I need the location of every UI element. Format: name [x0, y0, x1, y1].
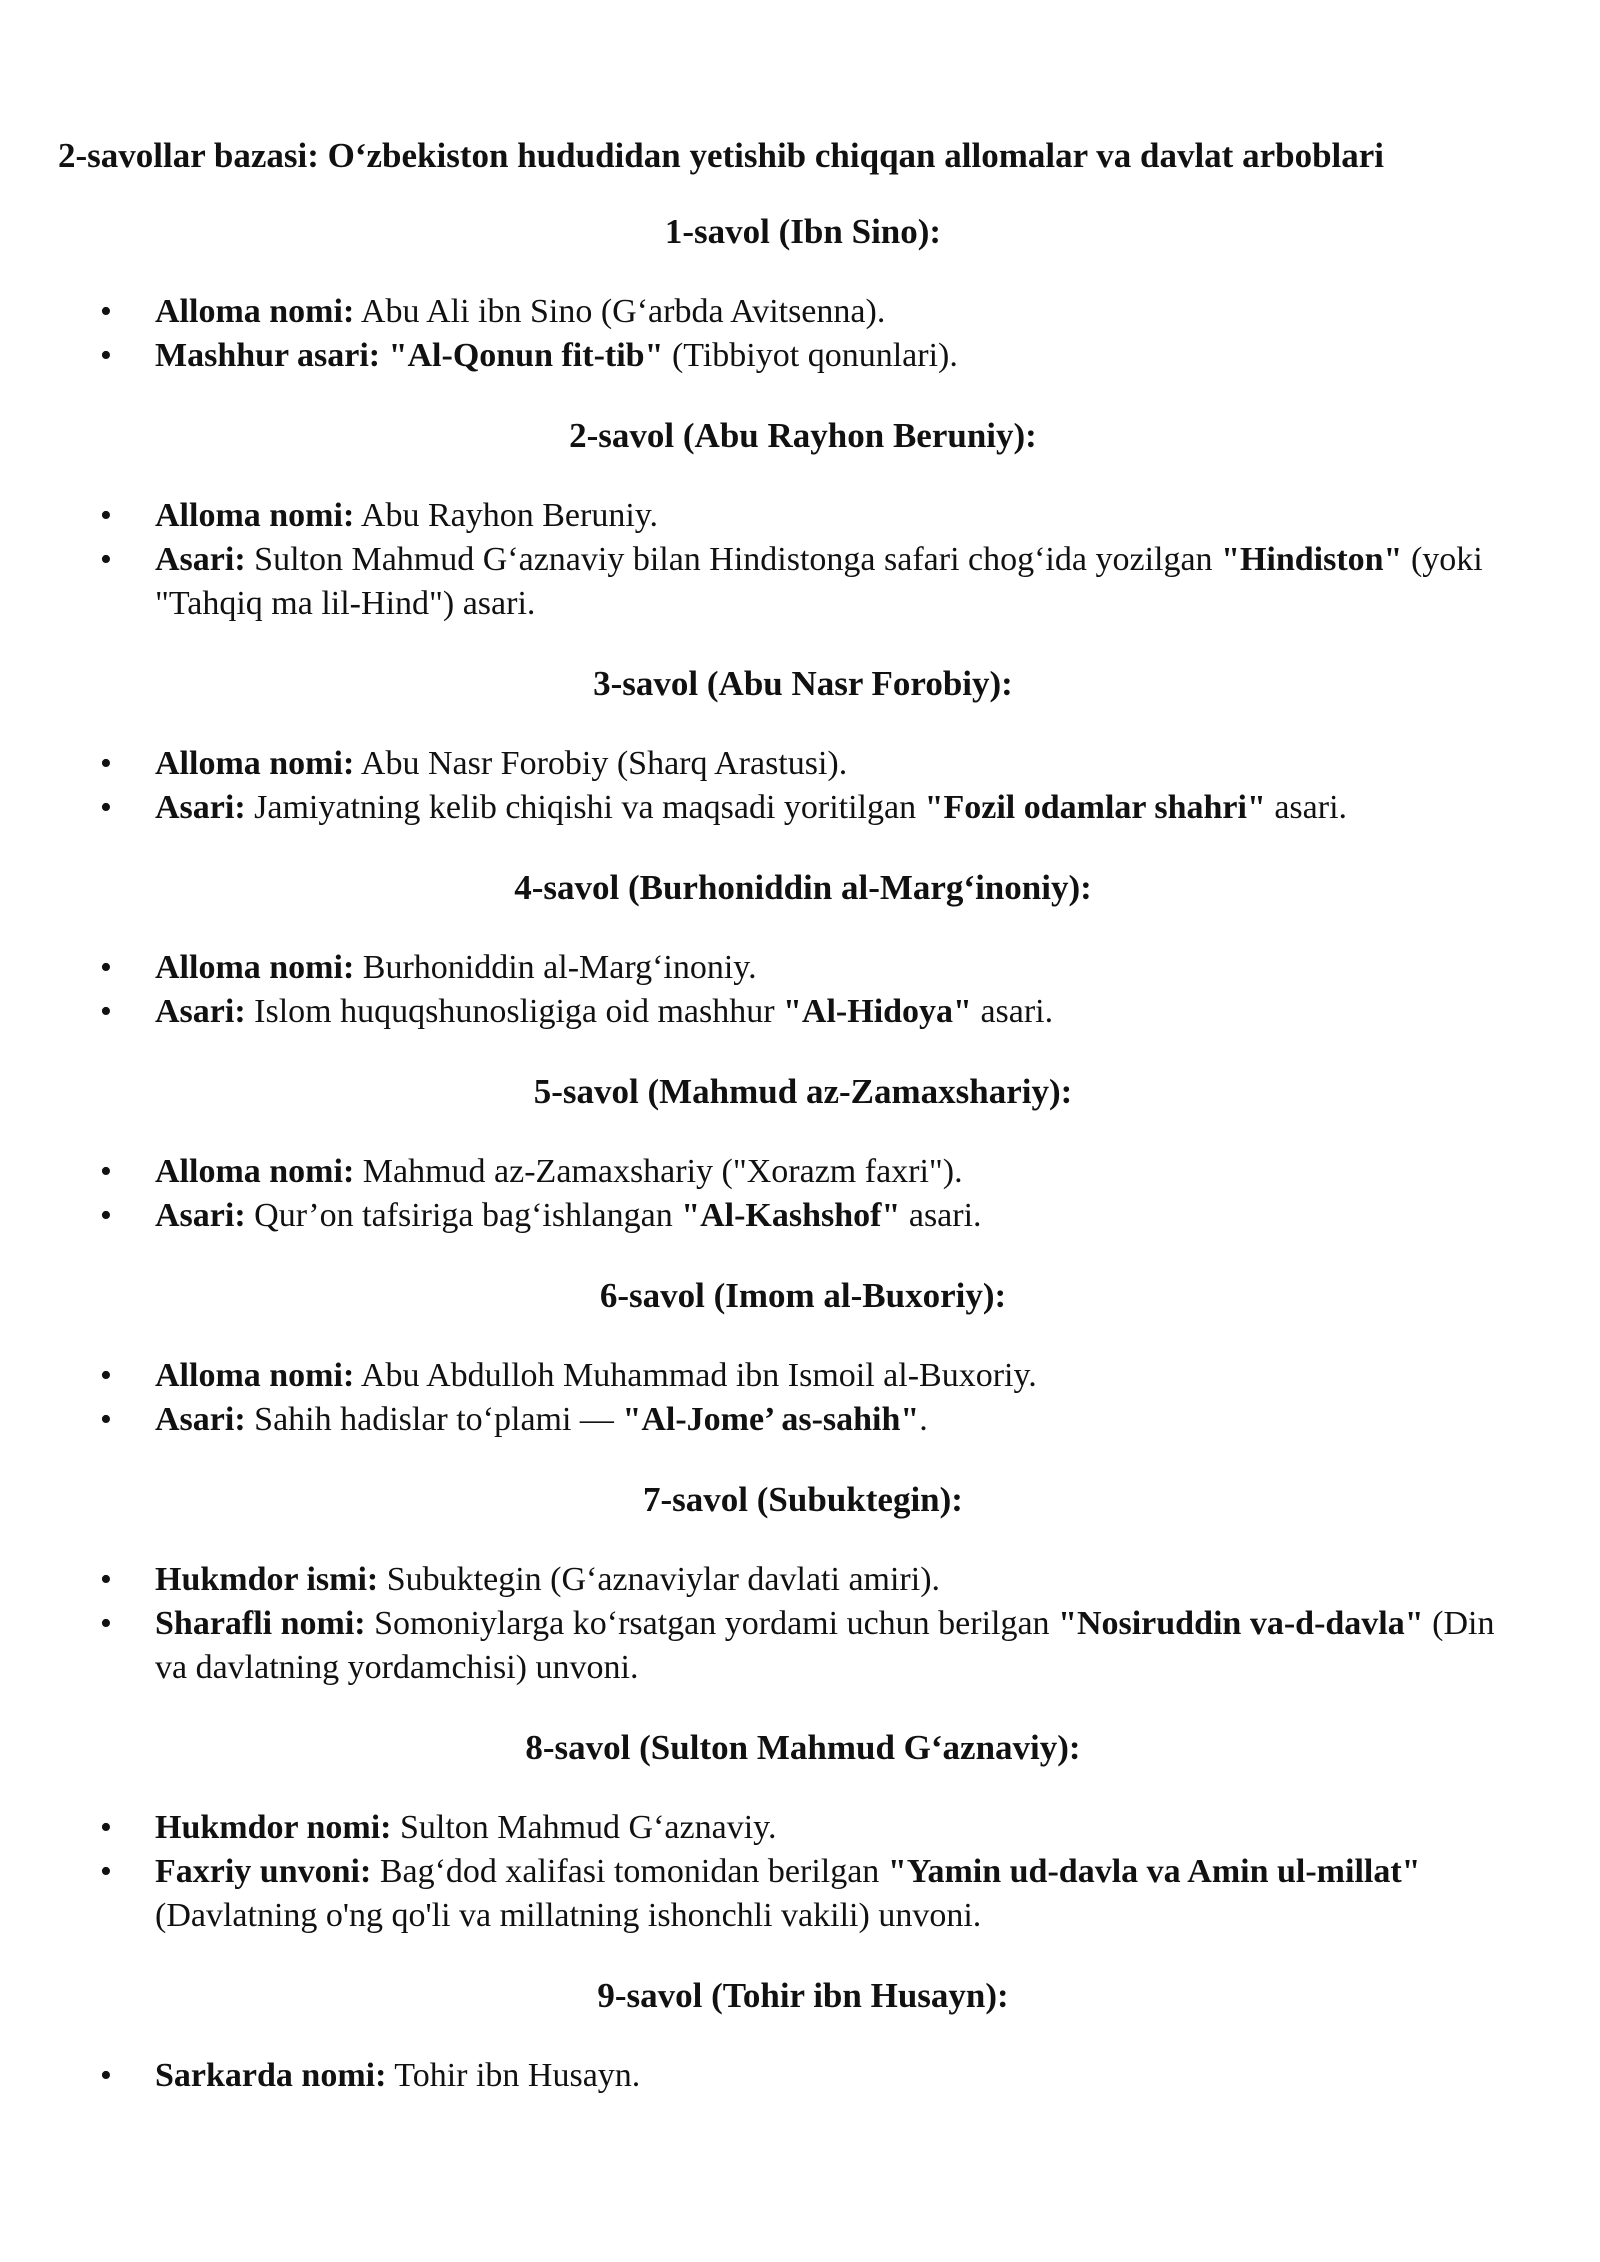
- question-heading: 5-savol (Mahmud az-Zamaxshariy):: [533, 1072, 1073, 1111]
- bullet-list: [58, 2054, 1548, 2098]
- sections-container: [58, 208, 1548, 2098]
- bullet-icon: •: [100, 337, 112, 374]
- list-item: [58, 1398, 1548, 1442]
- bold-text: Sharafli nomi:: [155, 1605, 366, 1642]
- bold-text: Asari:: [155, 993, 246, 1030]
- bold-text: "Nosiruddin va-d-davla": [1058, 1605, 1424, 1642]
- body-text: Subuktegin (G‘aznaviylar davlati amiri).: [378, 1561, 941, 1598]
- body-text: Islom huquqshunosligiga oid mashhur: [245, 993, 784, 1030]
- list-item: [58, 290, 1548, 334]
- bullet-icon: •: [100, 1561, 112, 1598]
- bold-text: Hukmdor ismi:: [155, 1561, 379, 1598]
- body-text: Abu Ali ibn Sino (G‘arbda Avitsenna).: [354, 293, 886, 330]
- body-text: (Tibbiyot qonunlari).: [663, 337, 958, 374]
- bullet-icon: •: [100, 1401, 112, 1438]
- question-heading: 9-savol (Tohir ibn Husayn):: [597, 1976, 1009, 2015]
- bold-text: "Al-Jome’ as-sahih": [622, 1401, 920, 1438]
- bold-text: "Fozil odamlar shahri": [924, 789, 1266, 826]
- bullet-list: [58, 1150, 1548, 1238]
- bullet-icon: •: [100, 293, 112, 330]
- question-heading: 1-savol (Ibn Sino):: [664, 212, 942, 251]
- question-section: [58, 1476, 1548, 1690]
- bold-text: Alloma nomi:: [155, 1357, 355, 1394]
- question-heading: 8-savol (Sulton Mahmud G‘aznaviy):: [525, 1728, 1081, 1767]
- question-section: [58, 864, 1548, 1034]
- body-text: Bag‘dod xalifasi tomonidan berilgan: [371, 1853, 888, 1890]
- body-text: (Davlatning o'ng qo'li va millatning ishonchli vakili) unvoni.: [155, 1897, 982, 1934]
- body-text: Sulton Mahmud G‘aznaviy.: [391, 1809, 777, 1846]
- question-section: [58, 1972, 1548, 2098]
- body-text: Tohir ibn Husayn.: [386, 2057, 641, 2094]
- list-item: [58, 1194, 1548, 1238]
- bullet-list: [58, 1558, 1548, 1690]
- body-text: Abu Nasr Forobiy (Sharq Arastusi).: [354, 745, 848, 782]
- bullet-icon: •: [100, 2057, 112, 2094]
- question-section: [58, 1068, 1548, 1238]
- document-page: [58, 132, 1548, 2132]
- list-item: [58, 990, 1548, 1034]
- list-item: [58, 1150, 1548, 1194]
- list-item: [58, 1602, 1548, 1690]
- list-item: [58, 1806, 1548, 1850]
- question-section: [58, 660, 1548, 830]
- question-heading: 2-savol (Abu Rayhon Beruniy):: [569, 416, 1037, 455]
- bullet-list: [58, 494, 1548, 626]
- bullet-icon: •: [100, 1605, 112, 1642]
- body-text: Mahmud az-Zamaxshariy ("Xorazm faxri").: [354, 1153, 963, 1190]
- bold-text: Alloma nomi:: [155, 1153, 355, 1190]
- body-text: Sulton Mahmud G‘aznaviy bilan Hindistonga safari chog‘ida yozilgan: [245, 541, 1222, 578]
- bold-text: Asari:: [155, 1401, 246, 1438]
- document-title: 2-savollar bazasi: O‘zbekiston hududidan yetishib chiqqan allomalar va davlat arboblari: [58, 136, 1385, 175]
- bullet-icon: •: [100, 949, 112, 986]
- bullet-icon: •: [100, 789, 112, 826]
- bullet-icon: •: [100, 745, 112, 782]
- question-heading: 7-savol (Subuktegin):: [643, 1480, 963, 1519]
- bold-text: Hukmdor nomi:: [155, 1809, 392, 1846]
- bullet-list: [58, 742, 1548, 830]
- list-item: [58, 1354, 1548, 1398]
- bold-text: Asari:: [155, 1197, 246, 1234]
- bold-text: Sarkarda nomi:: [155, 2057, 387, 2094]
- bullet-list: [58, 290, 1548, 378]
- bullet-icon: •: [100, 1357, 112, 1394]
- bullet-icon: •: [100, 1853, 112, 1890]
- bullet-icon: •: [100, 1197, 112, 1234]
- list-item: [58, 1850, 1548, 1938]
- list-item: [58, 742, 1548, 786]
- body-text: (Din va davlatning yordamchisi) unvoni.: [155, 1605, 1495, 1686]
- list-item: [58, 2054, 1548, 2098]
- bullet-icon: •: [100, 993, 112, 1030]
- list-item: [58, 334, 1548, 378]
- question-section: [58, 412, 1548, 626]
- body-text: Somoniylarga ko‘rsatgan yordami uchun berilgan: [365, 1605, 1059, 1642]
- bullet-list: [58, 946, 1548, 1034]
- bold-text: "Yamin ud-davla va Amin ul-millat": [887, 1853, 1421, 1890]
- body-text: Abu Rayhon Beruniy.: [354, 497, 659, 534]
- bold-text: Alloma nomi:: [155, 293, 355, 330]
- bold-text: Mashhur asari: "Al-Qonun fit-tib": [155, 337, 664, 374]
- question-section: [58, 1724, 1548, 1938]
- body-text: asari.: [1265, 789, 1348, 826]
- body-text: .: [919, 1401, 928, 1438]
- body-text: asari.: [900, 1197, 982, 1234]
- bold-text: Alloma nomi:: [155, 497, 355, 534]
- bullet-list: [58, 1354, 1548, 1442]
- body-text: Sahih hadislar to‘plami —: [245, 1401, 623, 1438]
- body-text: (yoki "Tahqiq ma lil-Hind") asari.: [155, 541, 1483, 622]
- question-heading: 4-savol (Burhoniddin al-Marg‘inoniy):: [514, 868, 1092, 907]
- body-text: Burhoniddin al-Marg‘inoniy.: [354, 949, 757, 986]
- list-item: [58, 1558, 1548, 1602]
- body-text: Qur’on tafsiriga bag‘ishlangan: [245, 1197, 682, 1234]
- body-text: Jamiyatning kelib chiqishi va maqsadi yoritilgan: [245, 789, 925, 826]
- bullet-icon: •: [100, 541, 112, 578]
- bullet-icon: •: [100, 1809, 112, 1846]
- list-item: [58, 946, 1548, 990]
- question-section: [58, 208, 1548, 378]
- bullet-icon: •: [100, 497, 112, 534]
- question-heading: 6-savol (Imom al-Buxoriy):: [599, 1276, 1007, 1315]
- bullet-list: [58, 1806, 1548, 1938]
- list-item: [58, 538, 1548, 626]
- question-heading: 3-savol (Abu Nasr Forobiy):: [593, 664, 1013, 703]
- body-text: Abu Abdulloh Muhammad ibn Ismoil al-Buxoriy.: [354, 1357, 1037, 1394]
- bullet-icon: •: [100, 1153, 112, 1190]
- body-text: asari.: [971, 993, 1054, 1030]
- bold-text: Alloma nomi:: [155, 949, 355, 986]
- list-item: [58, 494, 1548, 538]
- question-section: [58, 1272, 1548, 1442]
- bold-text: Asari:: [155, 789, 246, 826]
- bold-text: "Al-Kashshof": [681, 1197, 901, 1234]
- bold-text: Asari:: [155, 541, 246, 578]
- bold-text: "Al-Hidoya": [783, 993, 972, 1030]
- bold-text: Faxriy unvoni:: [155, 1853, 372, 1890]
- bold-text: "Hindiston": [1221, 541, 1403, 578]
- list-item: [58, 786, 1548, 830]
- bold-text: Alloma nomi:: [155, 745, 355, 782]
